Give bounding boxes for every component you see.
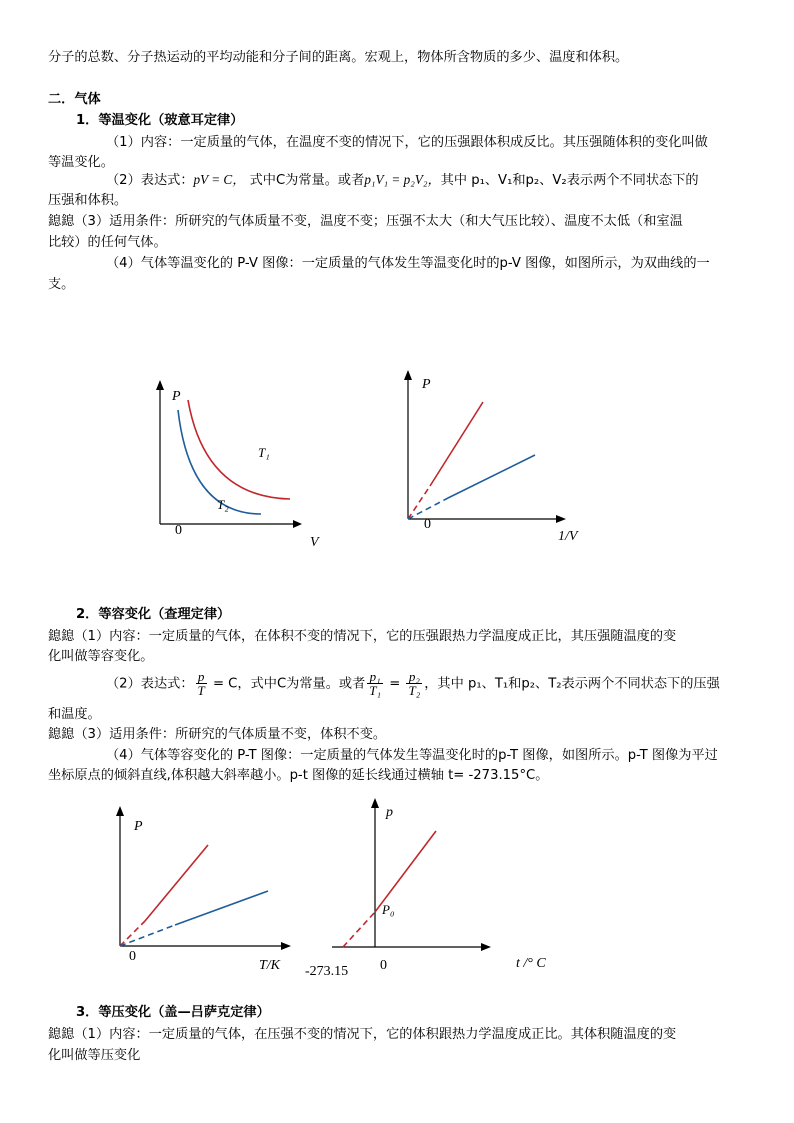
pt-ylabel: p: [386, 805, 393, 820]
expr-prefix: （2）表达式：: [106, 173, 194, 188]
pv-xlabel: V: [310, 535, 319, 550]
isochoric-graph-desc-2: 坐标原点的倾斜直线,体积越大斜率越小。p-t 图像的延长线通过横轴 t= -273.15°C。: [48, 768, 549, 783]
frac-p2-over-t2: [406, 670, 422, 697]
intro-line: 分子的总数、分子热运动的平均动能和分子间的距离。宏观上，物体所含物质的多少、温度和体积。: [48, 50, 629, 65]
heading-isochoric: 2．等容变化（查理定律）: [76, 607, 231, 622]
pt-origin: 0: [380, 958, 387, 973]
frac-num: p₂: [406, 670, 422, 684]
q-expr-eq: =: [385, 676, 405, 692]
pT-xlabel: T/K: [259, 958, 281, 973]
isochoric-graph-desc-1: （4）气体等容变化的 P-T 图像：一定质量的气体发生等温变化时的p-T 图像，如图所示。p-T 图像为平过: [106, 748, 718, 763]
pv-label-t2: T₂: [217, 497, 229, 512]
pT-origin: 0: [129, 949, 136, 964]
frac-p-over-t: [196, 670, 207, 697]
pt-p0-label: P₀: [382, 902, 395, 917]
isothermal-expression: [106, 169, 748, 191]
section-gas-title: 二．气体: [48, 92, 101, 107]
pinvv-xlabel: 1/V: [558, 529, 578, 544]
isochoric-expression-2: 和温度。: [48, 707, 101, 722]
isochoric-expression: [106, 670, 748, 698]
pt-celsius-graph: [300, 797, 570, 987]
isobaric-content-1: 鎴鎴（1）内容：一定质量的气体，在压强不变的情况下，它的体积跟热力学温度成正比。其体积随温度的变: [48, 1027, 677, 1042]
isochoric-content-1: 鎴鎴（1）内容：一定质量的气体，在体积不变的情况下，它的压强跟热力学温度成正比，其压强随温度的变: [48, 629, 677, 644]
isothermal-graph-desc-2: 支。: [48, 277, 75, 292]
pv-origin: 0: [175, 523, 182, 538]
isothermal-conditions-1: 鎴鎴（3）适用条件：所研究的气体质量不变，温度不变；压强不太大（和大气压比较）、温度不太低（和室温: [48, 214, 683, 229]
p-inverse-v-graph: [400, 368, 600, 548]
isothermal-content-2: 等温变化。: [48, 155, 114, 170]
frac-num: p: [196, 670, 207, 684]
isothermal-conditions-2: 比较）的任何气体。: [48, 235, 167, 250]
frac-den: T₁: [369, 683, 382, 698]
pv-label-t1: T₁: [258, 445, 270, 460]
pinvv-ylabel: P: [422, 377, 431, 392]
expr-pv: pV = C，: [193, 172, 246, 187]
isothermal-graph-desc-1: （4）气体等温变化的 P-V 图像：一定质量的气体发生等温变化时的p-V 图像，如图所示，为双曲线的一: [106, 256, 710, 271]
pt-kelvin-graph: [112, 803, 292, 973]
frac-den: T₂: [408, 683, 421, 698]
frac-den: T: [197, 683, 205, 698]
pt-xlabel: t /° C: [516, 956, 546, 971]
pv-graph: [150, 378, 319, 553]
q-expr-mid: = C，式中C为常量。或者: [208, 676, 366, 692]
heading-isobaric: 3．等压变化（盖—吕萨克定律）: [76, 1005, 270, 1020]
isobaric-content-2: 化叫做等压变化: [48, 1048, 141, 1063]
pT-ylabel: P: [134, 819, 143, 834]
frac-num: p₁: [367, 670, 383, 684]
isochoric-content-2: 化叫做等容变化。: [48, 649, 154, 664]
isochoric-conditions: 鎴鎴（3）适用条件：所研究的气体质量不变，体积不变。: [48, 727, 387, 742]
expr-mid: 式中C为常量。或者: [245, 173, 365, 188]
q-expr-prefix: （2）表达式：: [106, 676, 194, 692]
pv-ylabel: P: [172, 389, 181, 404]
heading-isothermal: 1．等温变化（玻意耳定律）: [76, 113, 244, 128]
q-expr-post: ，其中 p₁、T₁和p₂、T₂表示两个不同状态下的压强: [424, 676, 720, 692]
pt-intercept-label: -273.15: [305, 964, 349, 979]
isothermal-content-1: （1）内容：一定质量的气体，在温度不变的情况下，它的压强跟体积成反比。其压强随体积的变化叫做: [106, 135, 708, 150]
expr-post: 其中 p₁、V₁和p₂、V₂表示两个不同状态下的: [440, 173, 699, 188]
frac-p1-over-t1: [367, 670, 383, 697]
pinvv-origin: 0: [424, 517, 431, 532]
expr-p1v1: p₁V₁ = p₂V₂，: [364, 172, 441, 187]
isothermal-expression-2: 压强和体积。: [48, 193, 128, 208]
